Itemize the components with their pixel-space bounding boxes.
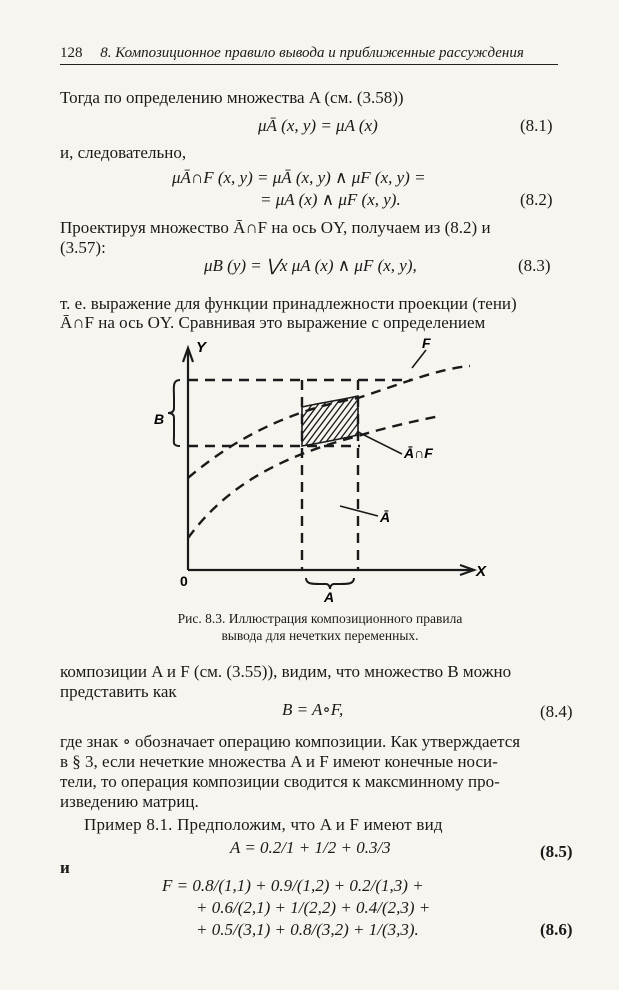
label-B: B bbox=[154, 411, 165, 427]
text-line: Тогда по определению множества A (см. (3.58)) bbox=[60, 88, 404, 107]
axis-y-label: Y bbox=[196, 339, 207, 356]
formula-8-1: μĀ (x, y) = μA (x) bbox=[258, 116, 378, 135]
equation-number: (8.5) bbox=[540, 842, 573, 861]
equation-number: (8.3) bbox=[518, 256, 551, 275]
example-heading: Пример 8.1. Предположим, что A и F имеют вид bbox=[84, 815, 443, 834]
text-line: композиции A и F (см. (3.55)), видим, что множество B можно bbox=[60, 662, 512, 681]
text-line: изведению матриц. bbox=[60, 792, 199, 811]
label-A: A bbox=[324, 589, 335, 605]
page-number: 128 bbox=[60, 45, 83, 61]
text-line: тели, то операция композиции сводится к максминному про- bbox=[60, 772, 500, 791]
origin-label: 0 bbox=[180, 573, 188, 589]
equation-number: (8.6) bbox=[540, 920, 573, 939]
text-line: (3.57): bbox=[60, 238, 106, 257]
label-Abar: Ā bbox=[380, 509, 391, 525]
text-line: Ā∩F на ось OY. Сравнивая это выражение с определением bbox=[60, 313, 486, 332]
axis-x-label: X bbox=[476, 563, 487, 580]
formula-8-6-line-3: + 0.5/(3,1) + 0.8/(3,2) + 1/(3,3). bbox=[196, 920, 419, 939]
formula-8-6-line-1: F = 0.8/(1,1) + 0.9/(1,2) + 0.2/(1,3) + bbox=[162, 876, 424, 895]
text-line: Проектируя множество Ā∩F на ось OY, получаем из (8.2) и bbox=[60, 218, 491, 237]
label-Abar-F: Ā∩F bbox=[404, 445, 433, 461]
running-header bbox=[60, 45, 558, 65]
conjunction: и bbox=[60, 858, 70, 877]
text-line: и, следовательно, bbox=[60, 143, 187, 162]
pointer-AbarF bbox=[358, 432, 402, 454]
equation-number: (8.4) bbox=[540, 702, 573, 721]
chapter-title: 8. Композиционное правило вывода и приближенные рассуждения bbox=[100, 45, 524, 61]
label-F: F bbox=[422, 338, 431, 351]
text-line: т. е. выражение для функции принадлежности проекции (тени) bbox=[60, 294, 517, 313]
figure-caption-line-2: вывода для нечетких переменных. bbox=[221, 628, 419, 643]
equation-number: (8.2) bbox=[520, 190, 553, 209]
text-line: где знак ∘ обозначает операцию композиции. Как утверждается bbox=[60, 732, 521, 751]
figure-8-3 bbox=[140, 338, 490, 606]
formula-8-3: μB (y) = ⋁x μA (x) ∧ μF (x, y), bbox=[204, 256, 417, 275]
formula-8-4: B = A∘F, bbox=[282, 700, 344, 719]
brace-A bbox=[306, 578, 354, 589]
text-line: представить как bbox=[60, 682, 177, 701]
formula-8-2-line-1: μĀ∩F (x, y) = μĀ (x, y) ∧ μF (x, y) = bbox=[172, 168, 426, 187]
formula-8-2-line-2: = μA (x) ∧ μF (x, y). bbox=[260, 190, 401, 209]
text-line: в § 3, если нечеткие множества A и F имеют конечные носи- bbox=[60, 752, 498, 771]
formula-8-6-line-2: + 0.6/(2,1) + 1/(2,2) + 0.4/(2,3) + bbox=[196, 898, 431, 917]
pointer-F bbox=[412, 350, 426, 368]
formula-8-5: A = 0.2/1 + 1/2 + 0.3/3 bbox=[230, 838, 391, 857]
brace-B bbox=[168, 380, 180, 446]
figure-caption-line-1: Рис. 8.3. Иллюстрация композиционного правила bbox=[177, 611, 463, 626]
equation-number: (8.1) bbox=[520, 116, 553, 135]
